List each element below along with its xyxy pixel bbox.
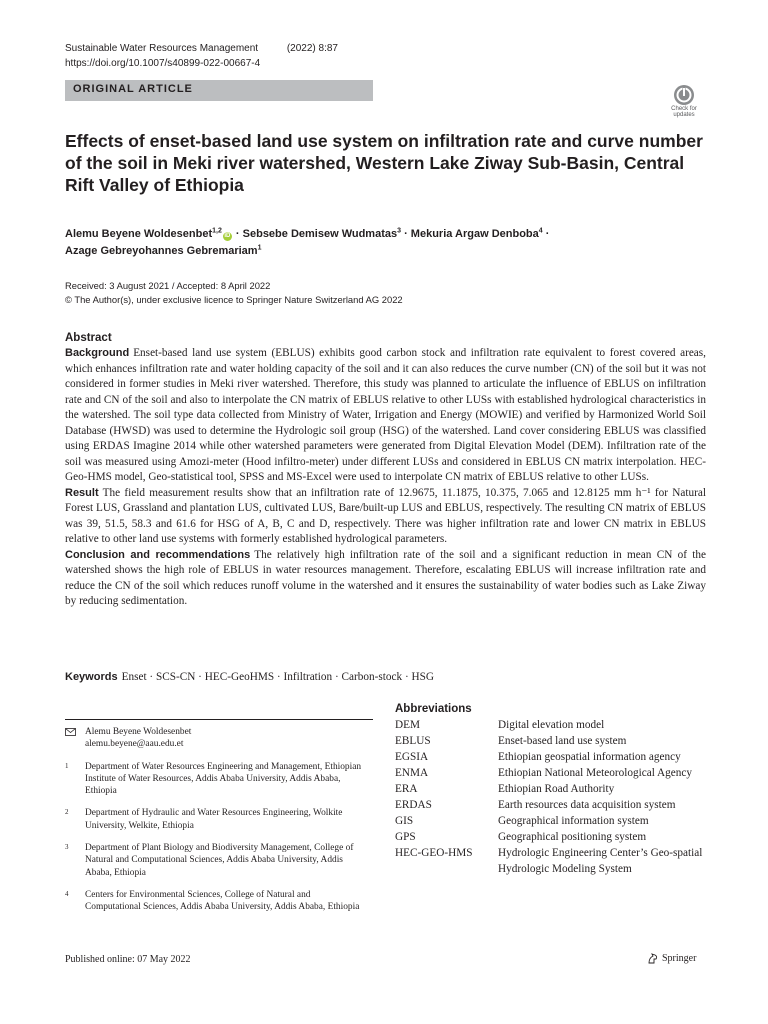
affiliation-note xyxy=(65,807,365,832)
abbreviation-row xyxy=(395,717,715,733)
abbreviation-definition: Ethiopian Road Authority xyxy=(498,783,615,795)
abbreviation-row xyxy=(395,845,715,877)
author-list: Alemu Beyene Woldesenbet$^{1,2}$iD · Sebsebe Demisew Wudmatas$^3$ · Mekuria Argaw Denboba$^4$ · Azage Gebreyohannes Gebremariam$^1$ xyxy=(65,227,550,257)
abbreviation-term: ERDAS xyxy=(395,799,432,811)
author-affiliation-mark: 1 xyxy=(257,244,262,252)
abbreviation-term: ENMA xyxy=(395,767,429,779)
received-accepted-dates: Received: 3 August 2021 / Accepted: 8 April 2022 xyxy=(65,280,271,291)
abstract-background: Background Enset-based land use system (EBLUS) exhibits good carbon stock and infiltration rate equivalent to forest covered areas, which enhances infiltration rate and water holding capacity of the soil and it can also reduces the curve number (CN) of the soil but it was not considered in former studies in Meki river watershed. Therefore, this study was planned to articulate the influence of EBLUS on infiltration rate and CN of the soil and also to interpolate the CN matrix of EBLUS relative to other LUSs with established hydrological characteristics in the watershed. The soil type data collected from Ministry of Water, Irrigation and Energy (MOWIE) and verified by Harmonized World Soil Database (HWSD) was used to determine the Hydrologic soil group (HSG) of the watershed. Land cover considering EBLUS was classified using ERDAS Imagine 2014 while other watershed parameters were generated from Digital Elevation Model (DEM). Infiltration rate of the soil was measured using Amozi-meter (Hood infiltro-meter) under different LUSs and considered in EBLUS CN matrix interpolation. HEC-Geo-HMS model, Geo-statistical tool, SPSS and MS-Excel were used to interpolate CN matrix of EBLUS relative to other LUSs. xyxy=(65,347,706,483)
keywords-label: Keywords xyxy=(65,671,118,683)
check-updates-label: Check for updates xyxy=(671,106,697,118)
keywords-list: Enset · SCS-CN · HEC-GeoHMS · Infiltration · Carbon-stock · HSG xyxy=(121,671,435,683)
affiliation-text: Department of Plant Biology and Biodiversity Management, College of Natural and Computational Sciences, Addis Ababa University, Addis Ababa, Ethiopia xyxy=(85,843,354,878)
abbreviation-definition: Ethiopian National Meteorological Agency xyxy=(498,767,693,779)
abbreviation-definition: Earth resources data acquisition system xyxy=(498,799,676,811)
abbreviation-definition: Geographical information system xyxy=(498,815,649,827)
affiliation-text: Department of Hydraulic and Water Resources Engineering, Wolkite University, Welkite, Ethiopia xyxy=(85,808,343,831)
abbreviation-row xyxy=(395,829,715,845)
article-dates xyxy=(65,279,403,307)
correspondence-note xyxy=(65,726,365,751)
orcid-icon[interactable]: iD xyxy=(224,233,231,239)
article-type-label: ORIGINAL ARTICLE xyxy=(73,83,193,95)
abstract-section xyxy=(65,330,706,610)
publisher-logo xyxy=(646,952,696,965)
abbreviation-term: GPS xyxy=(395,831,416,843)
author-name[interactable]: Azage Gebreyohannes Gebremariam xyxy=(65,245,258,257)
article-type-bar xyxy=(65,80,373,101)
author-name[interactable]: Sebsebe Demisew Wudmatas xyxy=(242,228,398,240)
affiliation-text: Department of Water Resources Engineering and Management, Ethiopian Institute of Water Resources, Addis Ababa University, Addis Ababa, Ethiopia xyxy=(85,761,362,797)
affiliation-text: Centers for Environmental Sciences, College of Natural and Computational Sciences, Addis Ababa University, Addis Ababa, Ethiopia xyxy=(85,889,360,913)
affiliation-number: 3 xyxy=(65,843,69,852)
keywords xyxy=(65,670,434,685)
abstract-result: Result The field measurement results show that an infiltration rate of 12.9675, 11.1875, 10.375, 7.065 and 12.8125 mm h⁻¹ for Natural Forest LUS, Grassland and plantation LUS, cultivated LUS, Bare/built-up LUS and EBLUS, respectively. The resulting CN matrix of EBLUS was 39, 51.5, 58.3 and 61.6 for HSG of A, B, C and D, respectively. There was higher infiltration rate and lower CN matrix in EBLUS relative to other land use systems with formerly established hydrological parameters. xyxy=(65,486,706,545)
abbreviations-heading: Abbreviations xyxy=(395,703,472,715)
abbreviation-term: GIS xyxy=(395,815,414,827)
footnotes xyxy=(65,726,365,924)
abbreviation-definition: Digital elevation model xyxy=(498,719,605,731)
abstract-heading: Abstract xyxy=(65,332,112,344)
background-label: Background xyxy=(65,347,130,359)
conclusion-label: Conclusion and recommendations xyxy=(65,548,251,561)
abbreviation-definition: Enset-based land use system xyxy=(498,735,627,747)
author-affiliation-mark: 4 xyxy=(538,227,543,235)
result-label: Result xyxy=(65,486,99,499)
affiliation-number: 2 xyxy=(65,808,69,817)
abbreviation-term: HEC-GEO-HMS xyxy=(395,847,473,859)
abbreviation-row xyxy=(395,813,715,829)
article-title: Effects of enset-based land use system on infiltration rate and curve number of the soil in Meki river watershed, Western Lake Ziway Sub-Basin, Central Rift Valley of Ethiopia xyxy=(65,131,703,195)
author-affiliation-mark: 3 xyxy=(397,227,402,235)
abbreviation-term: DEM xyxy=(395,719,420,731)
copyright-notice: © The Author(s), under exclusive licence to Springer Nature Switzerland AG 2022 xyxy=(65,294,403,305)
abbreviation-term: ERA xyxy=(395,783,418,795)
journal-name: Sustainable Water Resources Management xyxy=(65,43,259,54)
volume-info: (2022) 8:87 xyxy=(286,43,338,54)
affiliation-note xyxy=(65,761,365,798)
correspondence-name: Alemu Beyene Woldesenbet xyxy=(85,727,192,737)
author-affiliation-mark: 1,2 xyxy=(212,227,222,235)
correspondence-email[interactable]: alemu.beyene@aau.edu.et xyxy=(85,739,184,750)
abstract-conclusion: Conclusion and recommendations The relatively high infiltration rate of the soil and a significant reduction in mean CN of the watershed shows the high role of EBLUS in water resources management. Therefore, escalating EBLUS will increase infiltration rate and reduce the CN of the soil which reduces runoff volume in the watershed and it ensures the sustainability of water bodies such as Lake Ziway by reducing sedimentation. xyxy=(65,548,706,607)
author-name[interactable]: Mekuria Argaw Denboba xyxy=(410,228,539,240)
springer-horse-icon xyxy=(646,952,659,965)
affiliation-number: 4 xyxy=(65,889,69,898)
abbreviation-row xyxy=(395,781,715,797)
abbreviation-definition: Ethiopian geospatial information agency xyxy=(498,751,681,763)
abbreviation-term: EBLUS xyxy=(395,735,431,747)
doi-link[interactable]: https://doi.org/10.1007/s40899-022-00667-4 xyxy=(65,58,261,69)
check-for-updates-badge[interactable] xyxy=(664,84,704,124)
abbreviations-section xyxy=(395,701,715,877)
check-updates-icon xyxy=(664,84,704,106)
published-online-date: Published online: 07 May 2022 xyxy=(65,954,191,965)
footnote-divider xyxy=(65,719,373,720)
abbreviation-row xyxy=(395,749,715,765)
affiliation-number: 1 xyxy=(65,761,69,770)
abbreviation-row xyxy=(395,765,715,781)
abbreviation-definition: Geographical positioning system xyxy=(498,831,647,843)
affiliation-note xyxy=(65,842,365,879)
author-name[interactable]: Alemu Beyene Woldesenbet xyxy=(65,228,213,240)
envelope-icon xyxy=(65,728,76,736)
abbreviation-term: EGSIA xyxy=(395,751,429,763)
abbreviation-row xyxy=(395,797,715,813)
affiliation-note xyxy=(65,889,365,914)
abbreviation-row xyxy=(395,733,715,749)
journal-header xyxy=(65,41,338,71)
abbreviation-definition: Hydrologic Engineering Center’s Geo-spatial Hydrologic Modeling System xyxy=(498,847,703,875)
publisher-name: Springer xyxy=(662,953,697,964)
